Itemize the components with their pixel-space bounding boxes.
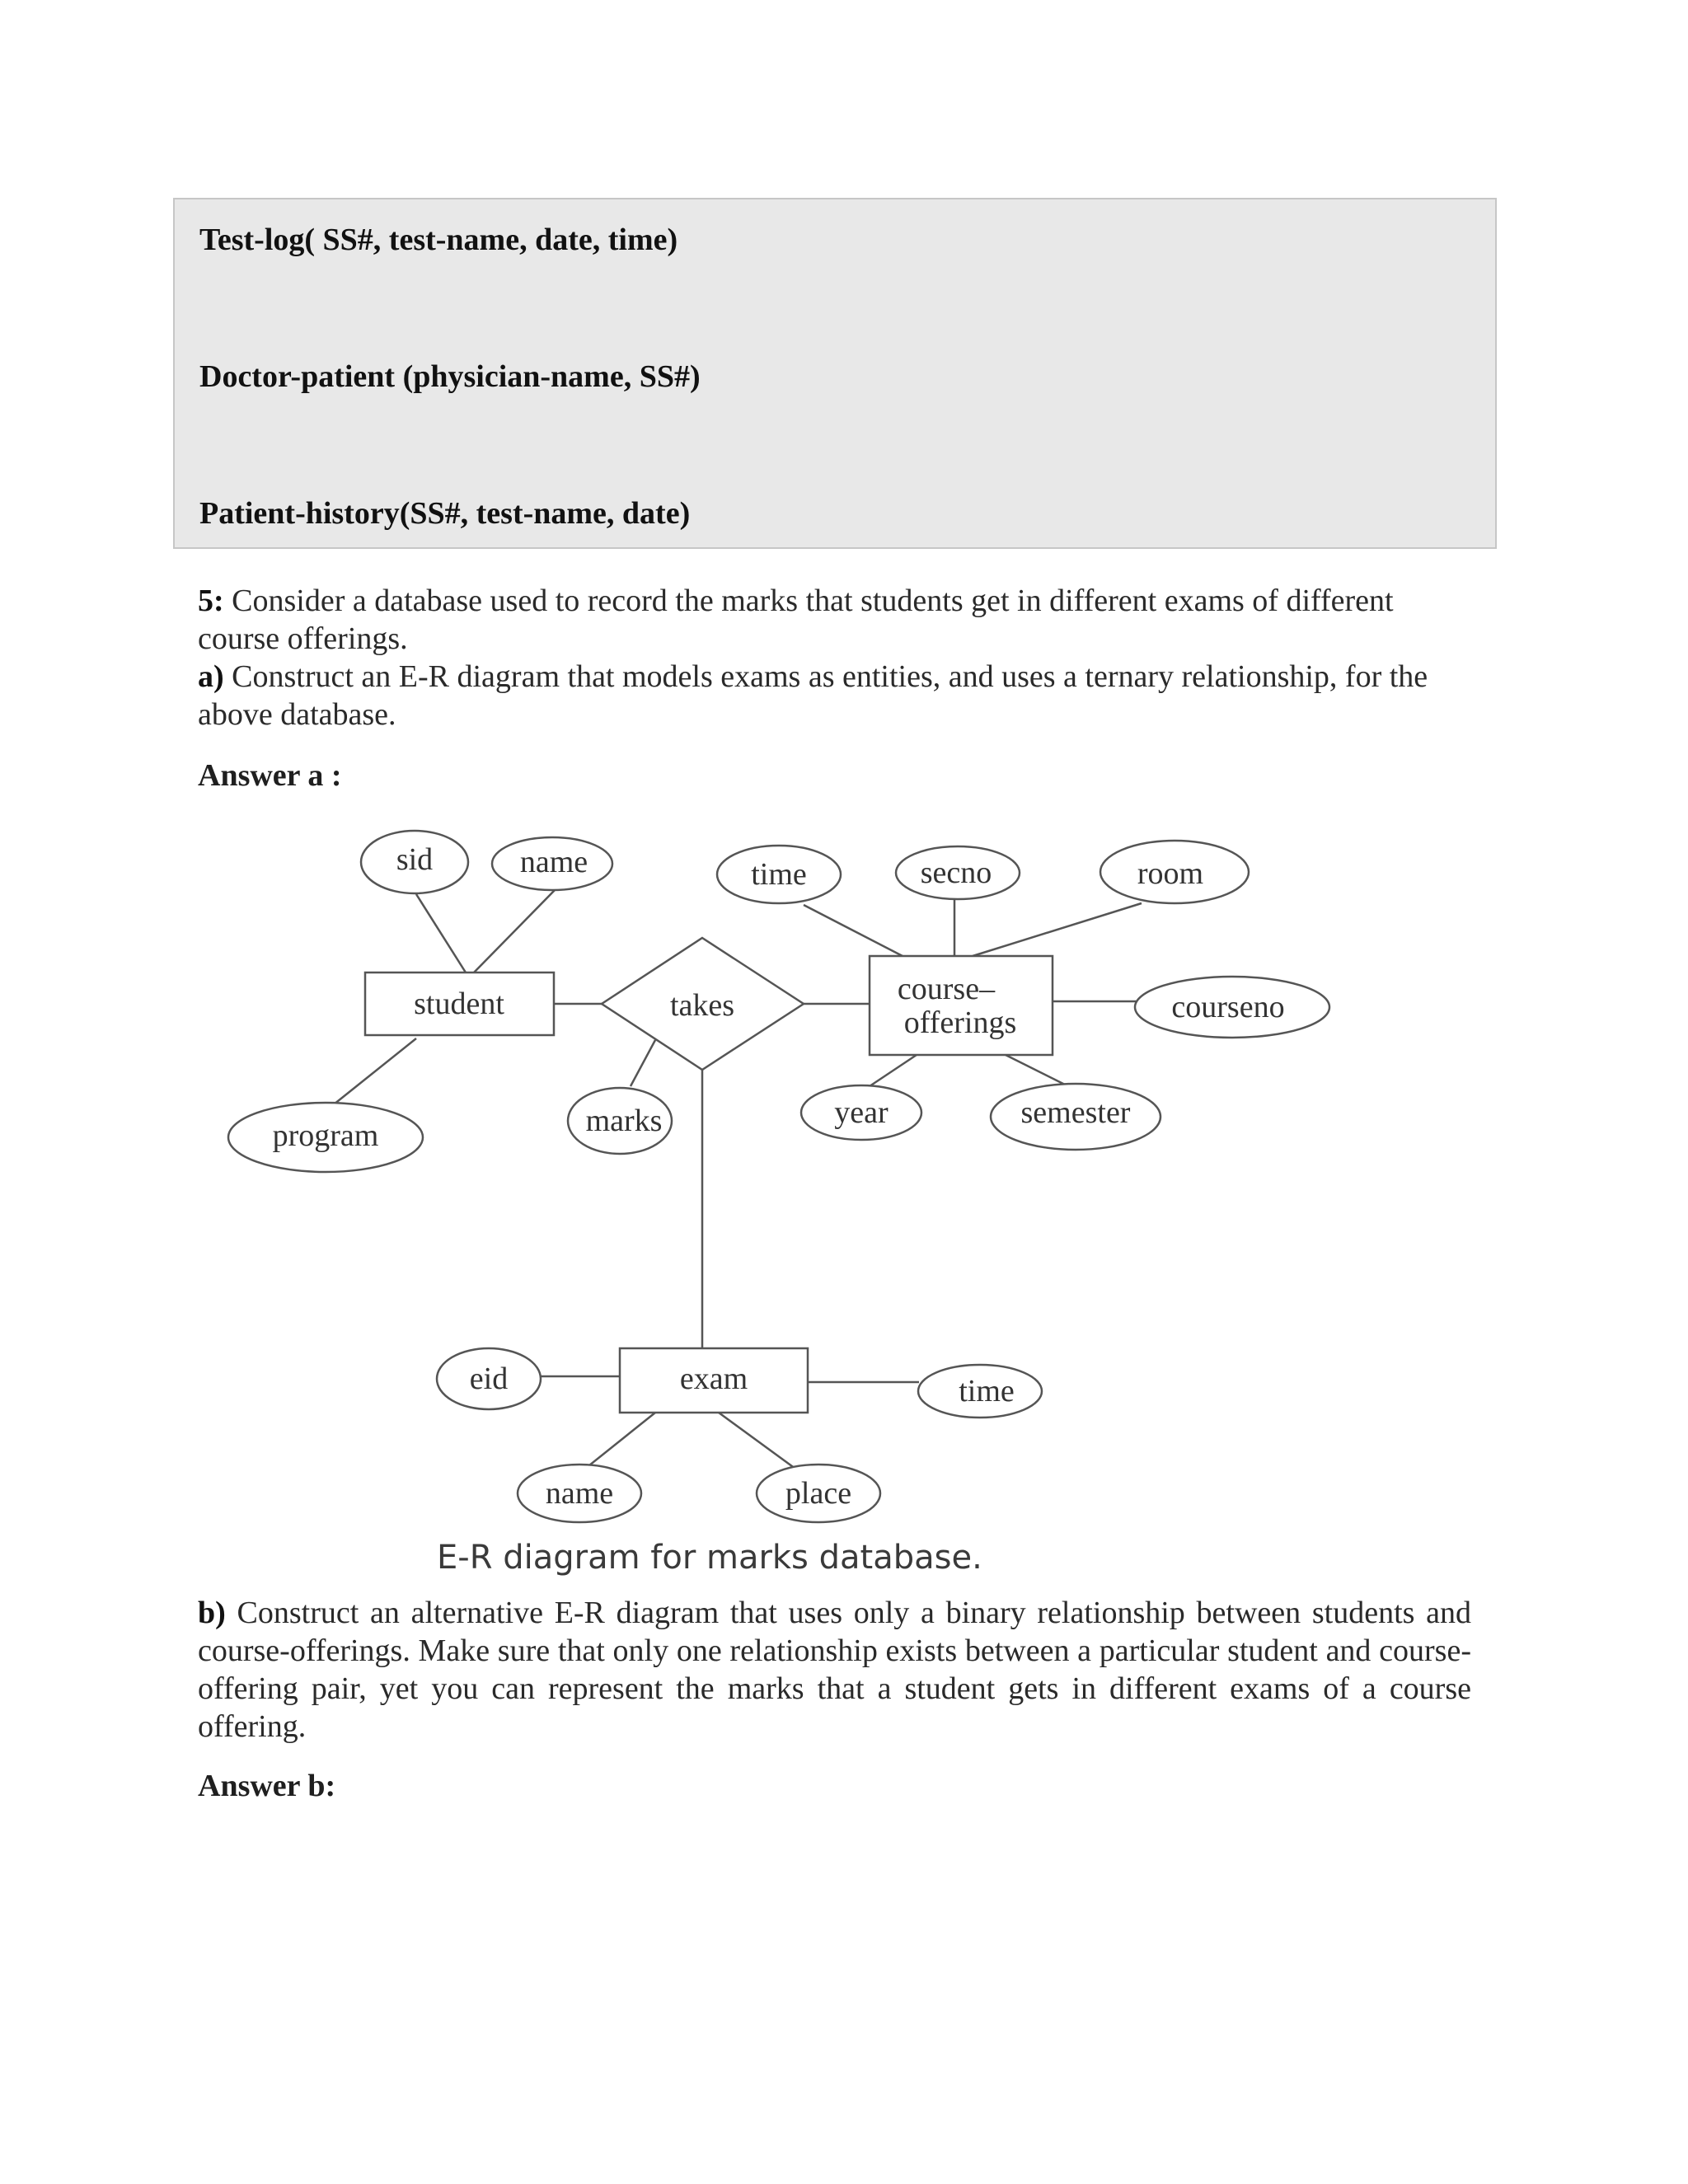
answer-b-heading: Answer b: bbox=[198, 1769, 336, 1803]
edge-sid-student bbox=[416, 894, 466, 972]
schema-patient-history: Patient-history(SS#, test-name, date) bbox=[199, 496, 691, 531]
question-5 bbox=[198, 582, 1471, 658]
question-text: Consider a database used to record the marks that students get in different exams of different course offerings. bbox=[198, 583, 1394, 656]
edge-name-student bbox=[474, 888, 556, 972]
attr-place-label: place bbox=[785, 1476, 852, 1511]
question-number: 5: bbox=[198, 583, 224, 618]
attr-eid-label: eid bbox=[469, 1361, 509, 1396]
attr-secno-label: secno bbox=[920, 855, 992, 890]
edge-exam-name bbox=[585, 1413, 655, 1469]
attr-student-name-label: name bbox=[519, 845, 588, 879]
edge-room-course bbox=[973, 903, 1142, 956]
part-b-label: b) bbox=[198, 1596, 226, 1630]
edge-course-year bbox=[870, 1055, 917, 1086]
part-a bbox=[198, 658, 1471, 733]
er-diagram bbox=[218, 812, 1504, 1545]
attr-course-time-label: time bbox=[751, 857, 807, 892]
attr-exam-name-label: name bbox=[545, 1476, 614, 1511]
part-a-label: a) bbox=[198, 659, 224, 694]
diagram-caption: E-R diagram for marks database. bbox=[437, 1539, 982, 1577]
attr-year-label: year bbox=[834, 1095, 889, 1130]
edge-student-program bbox=[334, 1038, 416, 1104]
relationship-takes-label: takes bbox=[669, 988, 735, 1023]
entity-exam-label: exam bbox=[679, 1361, 748, 1396]
edge-course-semester bbox=[1006, 1055, 1071, 1088]
schema-test-log: Test-log( SS#, test-name, date, time) bbox=[199, 223, 678, 257]
part-b-text: Construct an alternative E-R diagram that uses only a binary relationship between students and course-offerings. Make sure that only one relationship exists between a particular student and course-offering pair, yet you can represent the marks that a student gets in different exams of a course offering. bbox=[198, 1596, 1472, 1744]
part-b bbox=[198, 1594, 1471, 1746]
schema-box bbox=[173, 198, 1497, 549]
schema-doctor-patient: Doctor-patient (physician-name, SS#) bbox=[199, 359, 701, 394]
edge-takes-marks bbox=[631, 1040, 655, 1086]
entity-course-offerings-label-2: offerings bbox=[903, 1005, 1017, 1040]
part-a-text: Construct an E-R diagram that models exams as entities, and uses a ternary relationship, for the above database. bbox=[198, 659, 1428, 732]
edge-time-course bbox=[804, 905, 903, 956]
attr-room-label: room bbox=[1137, 856, 1204, 891]
attr-sid-label: sid bbox=[396, 842, 434, 877]
attr-courseno-label: courseno bbox=[1171, 990, 1285, 1024]
entity-student-label: student bbox=[414, 987, 504, 1021]
entity-course-offerings-label-1: course– bbox=[897, 972, 996, 1006]
attr-exam-time-label: time bbox=[959, 1374, 1015, 1408]
attr-marks-label: marks bbox=[585, 1104, 663, 1138]
attr-semester-label: semester bbox=[1020, 1095, 1131, 1130]
edge-exam-place bbox=[719, 1413, 795, 1469]
answer-a-heading: Answer a : bbox=[198, 758, 342, 793]
attr-program-label: program bbox=[272, 1118, 379, 1153]
